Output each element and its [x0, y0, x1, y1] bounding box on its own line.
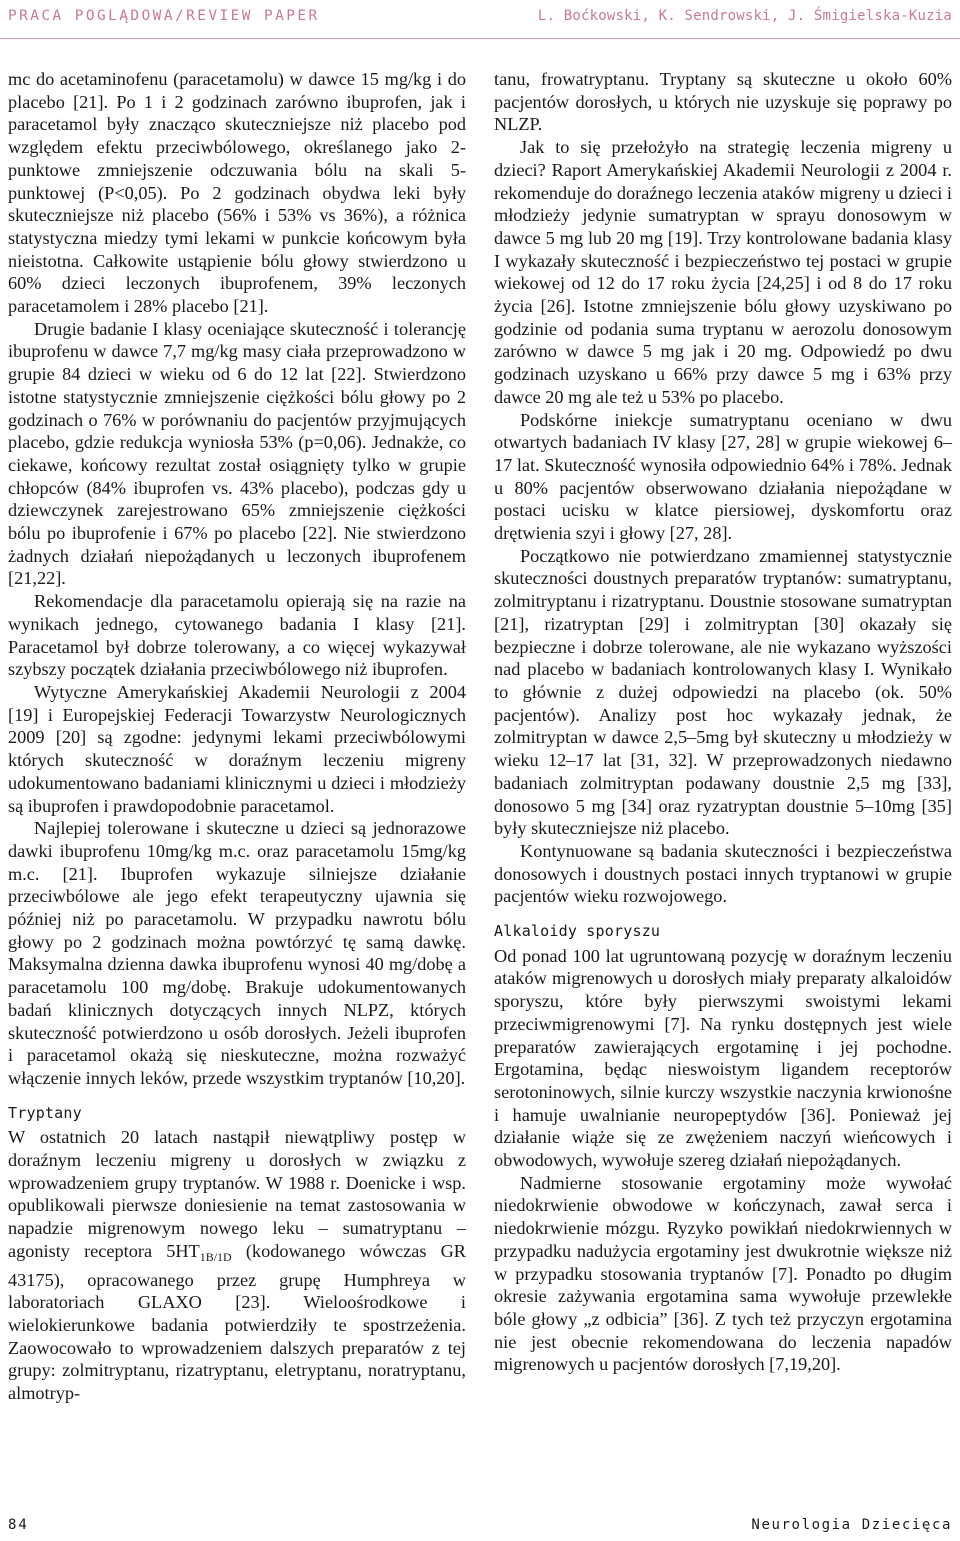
- paragraph: Najlepiej tolerowane i skuteczne u dzieci są jednorazowe dawki ibuprofenu 10mg/kg m.c. oraz paracetamolu 15mg/kg m.c. [21]. Ibuprofen wykazuje silniejsze działanie przeciwbólowe ale jego efekt terapeutyczny ujawnia się później niż po paracetamolu. W przypadku nawrotu bólu głowy po 2 godzinach można powtórzyć tę samą dawkę. Maksymalna dzienna dawka ibuprofenu wynosi 40 mg/dobę a paracetamolu 100 mg/dobę. Brakuje udokumentowanych badań klinicznych dotyczących innych NLPZ, których skuteczność potwierdzono u osób dorosłych. Jeżeli ibuprofen i paracetamol okażą się nieskuteczne, można rozważyć włączenie innych leków, przede wszystkim tryptanów [10,20].: [8, 818, 466, 1088]
- paragraph: Od ponad 100 lat ugruntowaną pozycję w doraźnym leczeniu ataków migrenowych u dorosłych miały preparaty alkaloidów sporyszu, które były pierwszymi swoistymi lekami przeciwmigrenowymi [7]. Na rynku dostępnych jest wiele preparatów zawierających ergotaminę i jej pochodne. Ergotamina, będąc nieswoistym ligandem receptorów serotoninowych, silnie kurczy wszystkie naczynia krwionośne i hamuje uwalnianie neuropeptydów [36]. Ponieważ jej działanie wiąże się ze zwężeniem naczyń wieńcowych i obwodowych, wywołuje szereg działań niepożądanych.: [494, 945, 952, 1171]
- paragraph: mc do acetaminofenu (paracetamolu) w dawce 15 mg/kg i do placebo [21]. Po 1 i 2 godzinach zarówno ibuprofen, jak i paracetamol były znacząco skuteczniejsze niż placebo pod względem efektu przeciwbólowego, określanego jako 2-punktowe zmniejszenie odczuwania bólu na skali 5-punktowej (P<0,05). Po 2 godzinach obydwa leki były skuteczniejsze niż placebo (56% i 53% vs 36%), a różnica statystyczna miedzy tymi lekami w punkcie końcowym była nieistotna. Całkowite ustąpienie bólu głowy stwierdzono u 60% dzieci leczonych ibuprofenem, 39% leczonych paracetamolem i 28% placebo [21].: [8, 69, 466, 317]
- section-heading-tryptany: Tryptany: [8, 1103, 82, 1122]
- paragraph: tanu, frowatryptanu. Tryptany są skuteczne u około 60% pacjentów dorosłych, u których nie uzyskuje się poprawy po NLZP.: [494, 69, 952, 135]
- journal-name: Neurologia Dziecięca: [751, 1517, 952, 1533]
- header-divider: [0, 38, 960, 39]
- paragraph: Jak to się przełożyło na strategię leczenia migreny u dzieci? Raport Amerykańskiej Akademii Neurologii z 2004 r. rekomenduje do doraźnego leczenia ataków migreny u dzieci i młodzieży jedynie sumatryptan w sprayu donosowym w dawce 5 mg lub 20 mg [19]. Trzy kontrolowane badania klasy I wykazały skuteczność i bezpieczeństwo tej postaci w grupie wiekowej od 12 do 17 roku życia [24,25] i od 8 do 17 roku życia [26]. Istotne zmniejszenie bólu głowy uzyskiwano po godzinie od podania suma tryptanu w aerozolu donosowym zarówno w dawce 5 mg jak i 20 mg. Odpowiedź po dwu godzinach uzyskano u 66% przy dawce 5 mg i 63% przy dawce 20 mg ale też u 53% po placebo.: [494, 137, 952, 407]
- receptor-subscript: 1B/1D: [199, 1249, 232, 1264]
- paragraph: Kontynuowane są badania skuteczności i bezpieczeństwa donosowych i doustnych postaci innych tryptanowi w grupie pacjentów wieku rozwojowego.: [494, 840, 952, 907]
- paragraph: Drugie badanie I klasy oceniające skuteczność i tolerancję ibuprofenu w dawce 7,7 mg/kg masy ciała przeprowadzono w grupie 84 dzieci w wieku od 6 do 12 lat [22]. Stwierdzono istotne statystycznie zmniejszenie ciężkości bólu głowy po 2 godzinach o 76% w porównaniu do pacjentów przyjmujących placebo, gdzie redukcja wyniosła 53% (p=0,06). Jednakże, co ciekawe, końcowy rezultat został osiągnięty tylko w grupie chłopców (84% ibuprofen vs. 43% placebo), podczas gdy u dziewczynek zarejestrowano 65% zmniejszenie ciężkości bólu po ibuprofenie i 67% po placebo [22]. Nie stwierdzono żadnych działań niepożądanych u leczonych ibuprofenem [21,22].: [8, 318, 466, 589]
- right-column: [494, 68, 952, 1376]
- page-number: 84: [8, 1517, 29, 1533]
- paragraph: Początkowo nie potwierdzano zmamiennej statystycznie skuteczności doustnych preparatów tryptanów: sumatryptanu, zolmitryptanu i rizatryptanu. Doustnie stosowane sumatryptan [21], rizatryptan [29] i zolmitryptan [30] okazały się bezpieczne i dobrze tolerowane, ale nie wykazano wyższości nad placebo w badaniach kontrolowanych klasy I. Wynikało to głównie z dużej odpowiedzi na placebo (ok. 50% pacjentów). Analizy post hoc wykazały jednak, że zolmitryptan w dawce 2,5–5mg był skuteczny u młodzieży w wieku 12–17 lat [31, 32]. W przeprowadzonych niedawno badaniach zolmitryptan podawany doustnie 2,5 mg [33], donosowo 5 mg [34] oraz ryzatryptan doustnie 5–10mg [35] były skuteczniejsze niż placebo.: [494, 545, 952, 839]
- paragraph: Wytyczne Amerykańskiej Akademii Neurologii z 2004 [19] i Europejskiej Federacji Towarzystw Neurologicznych 2009 [20] są zgodne: jedynymi lekami przeciwbólowymi których skuteczność w doraźnym leczeniu migreny udokumentowano badaniami klinicznymi u dzieci i młodzieży są ibuprofen i prawdopodobnie paracetamol.: [8, 681, 466, 816]
- paragraph-text: (kodowanego wówczas GR 43175), opracowanego przez grupę Humphreya w laboratoriach GLAXO [23]. Wieloośrodkowe i wielokierunkowe badania potwierdziły te spostrzeżenia. Zaowocowało to wprowadzeniem dalszych preparatów z tej grupy: zolmitryptanu, rizatryptanu, eletryptanu, noratryptanu, almotryp-: [8, 1240, 466, 1404]
- page-header: [0, 0, 960, 58]
- paragraph-text: W ostatnich 20 latach nastąpił niewątpliwy postęp w doraźnym leczeniu migreny u dorosłych w związku z wprowadzeniem grupy tryptanów. W 1988 r. Doenicke i wsp. opublikowali pierwsze doniesienie na temat zastosowania w napadzie migrenowym nowego leku – sumatryptanu – agonisty receptora 5HT: [8, 1127, 466, 1261]
- authors-line: L. Boćkowski, K. Sendrowski, J. Śmigielska-Kuzia: [537, 8, 952, 24]
- section-heading-alkaloidy: Alkaloidy sporyszu: [494, 922, 661, 941]
- left-column: [8, 68, 466, 1405]
- paragraph: [8, 1126, 466, 1404]
- paragraph: Podskórne iniekcje sumatryptanu oceniano w dwu otwartych badaniach IV klasy [27, 28] w grupie wiekowej 6–17 lat. Skuteczność wynosiła odpowiednio 64% i 78%. Jednak u 80% pacjentów obserwowano działania niepożądane w postaci ucisku w klatce piersiowej, dyskomfortu oraz drętwienia szyi i głowy [27, 28].: [494, 409, 952, 544]
- page-footer: [0, 1515, 960, 1541]
- section-label: PRACA POGLĄDOWA/REVIEW PAPER: [8, 8, 320, 24]
- paragraph: Rekomendacje dla paracetamolu opierają się na razie na wynikach jednego, cytowanego badania I klasy [21]. Paracetamol był dobrze tolerowany, a co więcej wykazywał szybszy początek działania przeciwbólowego niż ibuprofen.: [8, 591, 466, 680]
- paragraph: Nadmierne stosowanie ergotaminy może wywołać niedokrwienie obwodowe w kończynach, zawał serca i niedokrwienie mózgu. Ryzyko powikłań niedokrwiennych w przypadku nadużycia ergotaminy jest dwukrotnie większe niż w przypadku stosowania tryptanów [7]. Ponadto po długim okresie zażywania ergotamina sama wywołuje przewlekłe bóle głowy „z odbicia” [36]. Z tych też przyczyn ergotamina nie jest obecnie rekomendowana do leczenia napadów migrenowych u pacjentów dorosłych [7,19,20].: [494, 1172, 952, 1375]
